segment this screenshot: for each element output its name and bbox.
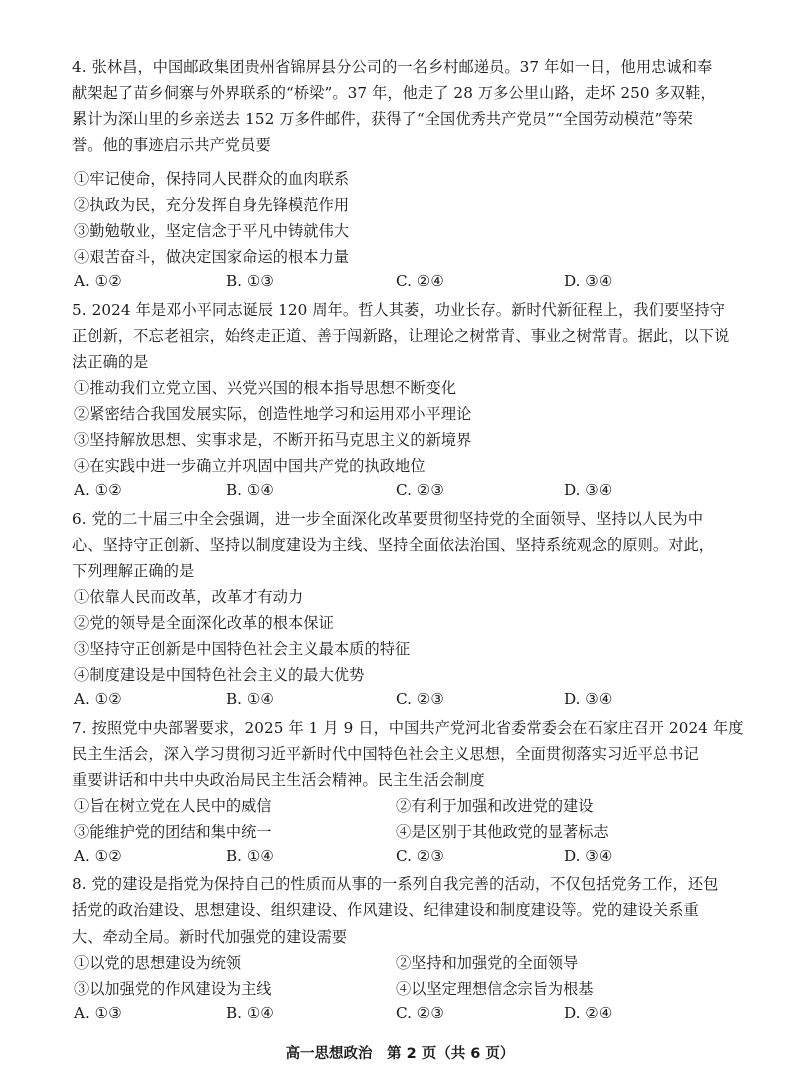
question-8-item-1: ①以党的思想建设为统领 [74,953,242,972]
question-8-option-c[interactable]: C. ②③ [396,1003,444,1022]
question-6-item-2: ②党的领导是全面深化改革的根本保证 [74,614,334,633]
question-5-item-2: ②紧密结合我国发展实际，创造性地学习和运用邓小平理论 [74,405,472,424]
question-4-item-1: ①牢记使命，保持同人民群众的血肉联系 [74,169,350,188]
question-5-stem-line-2: 正创新，不忘老祖宗，始终走正道、善于闯新路，让理论之树常青、事业之树常青。据此，以下说 [72,326,730,345]
question-7-item-4: ④是区别于其他政党的显著标志 [396,823,609,842]
question-5-item-1: ①推动我们立党立国、兴党兴国的根本指导思想不断变化 [74,378,457,397]
question-8-item-3: ③以加强党的作风建设为主线 [74,979,272,998]
question-6-option-d[interactable]: D. ③④ [564,690,613,709]
question-4-stem-line-3: 累计为深山里的乡亲送去 152 万多件邮件，获得了“全国优秀共产党员”“全国劳动模范”等荣 [72,110,693,129]
question-6-option-a[interactable]: A. ①② [74,690,122,709]
question-4-stem-line-4: 誉。他的事迹启示共产党员要 [72,136,271,155]
question-4-item-4: ④艰苦奋斗，做决定国家命运的根本力量 [74,248,350,267]
question-5-option-b[interactable]: B. ①④ [226,481,275,500]
question-4-option-c[interactable]: C. ②④ [396,272,444,291]
question-7-item-2: ②有利于加强和改进党的建设 [396,796,594,815]
question-5-item-3: ③坚持解放思想、实事求是，不断开拓马克思主义的新境界 [74,431,472,450]
question-6-item-4: ④制度建设是中国特色社会主义的最大优势 [74,666,365,685]
question-7-stem-line-3: 重要讲话和中共中央政治局民主生活会精神。民主生活会制度 [72,770,485,789]
question-8-stem-line-1: 8. 党的建设是指党为保持自己的性质而从事的一系列自我完善的活动，不仅包括党务工作，还包 [72,875,719,894]
question-6-stem-line-1: 6. 党的二十届三中全会强调，进一步全面深化改革要贯彻坚持党的全面领导、坚持以人民为中 [72,509,704,528]
question-8-stem-line-2: 括党的政治建设、思想建设、组织建设、作风建设、纪律建设和制度建设等。党的建设关系重 [72,901,699,920]
question-6-option-b[interactable]: B. ①④ [226,690,275,709]
question-7-option-c[interactable]: C. ②③ [396,847,444,866]
question-8-option-d[interactable]: D. ②④ [564,1003,613,1022]
question-4-option-a[interactable]: A. ①② [74,272,122,291]
question-6-stem-line-3: 下列理解正确的是 [72,561,195,580]
question-8-item-4: ④以坚定理想信念宗旨为根基 [396,979,594,998]
question-8-stem-line-3: 大、牵动全局。新时代加强党的建设需要 [72,927,348,946]
question-5-item-4: ④在实践中进一步确立并巩固中国共产党的执政地位 [74,457,426,476]
question-4-item-3: ③勤勉敬业，坚定信念于平凡中铸就伟大 [74,222,350,241]
question-7-stem-line-1: 7. 按照党中央部署要求，2025 年 1 月 9 日，中国共产党河北省委常委会在石家庄召开 2024 年度 [72,718,744,737]
question-7-item-1: ①旨在树立党在人民中的威信 [74,796,272,815]
question-8-item-2: ②坚持和加强党的全面领导 [396,953,579,972]
question-5-option-c[interactable]: C. ②③ [396,481,444,500]
question-4-option-d[interactable]: D. ③④ [564,272,613,291]
question-5-stem-line-3: 法正确的是 [72,352,149,371]
question-6-item-1: ①依靠人民而改革，改革才有动力 [74,587,304,606]
question-4-item-2: ②执政为民，充分发挥自身先锋模范作用 [74,196,350,215]
question-8-option-b[interactable]: B. ①④ [226,1003,275,1022]
question-4-option-b[interactable]: B. ①③ [226,272,275,291]
question-7-item-3: ③能维护党的团结和集中统一 [74,823,272,842]
question-7-option-d[interactable]: D. ③④ [564,847,613,866]
question-7-stem-line-2: 民主生活会，深入学习贯彻习近平新时代中国特色社会主义思想，全面贯彻落实习近平总书记 [72,744,699,763]
page-footer: 高一思想政治 第 2 页（共 6 页） [285,1046,515,1062]
question-6-item-3: ③坚持守正创新是中国特色社会主义最本质的特征 [74,640,411,659]
question-7-option-a[interactable]: A. ①② [74,847,122,866]
question-5-option-a[interactable]: A. ①② [74,481,122,500]
question-8-option-a[interactable]: A. ①③ [74,1003,122,1022]
question-7-option-b[interactable]: B. ①④ [226,847,275,866]
question-6-option-c[interactable]: C. ②③ [396,690,444,709]
question-4-stem-line-2: 献架起了苗乡侗寨与外界联系的“桥梁”。37 年，他走了 28 万多公里山路，走坏 250 多双鞋， [72,84,716,103]
question-6-stem-line-2: 心、坚持守正创新、坚持以制度建设为主线、坚持全面依法治国、坚持系统观念的原则。对此， [72,535,715,554]
question-4-stem-line-1: 4. 张林昌，中国邮政集团贵州省锦屏县分公司的一名乡村邮递员。37 年如一日，他用忠诚和奉 [72,58,713,76]
question-5-stem-line-1: 5. 2024 年是邓小平同志诞辰 120 周年。哲人其萎，功业长存。新时代新征程上，我们要坚持守 [72,300,726,319]
question-5-option-d[interactable]: D. ③④ [564,481,613,500]
